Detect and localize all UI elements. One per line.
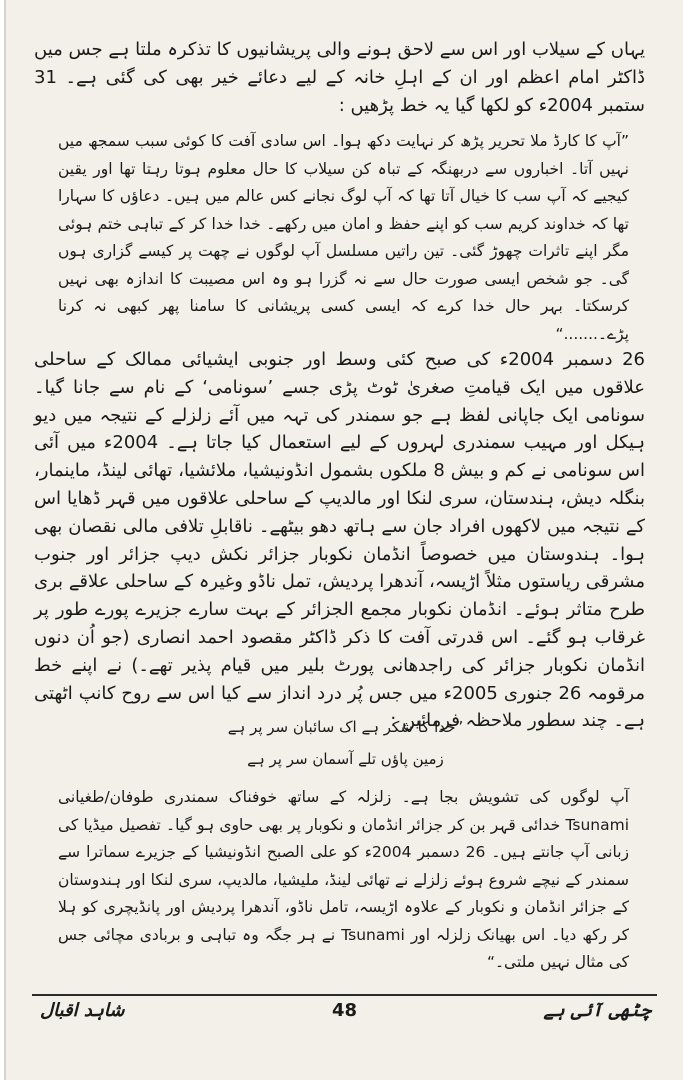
footer-author: شاہد اقبال [40,1000,125,1021]
footer-rule [32,994,657,996]
intro-paragraph: یہاں کے سیلاب اور اس سے لاحق ہونے والی پریشانیوں کا تذکرہ ملتا ہے جس میں ڈاکٹر امام اعظم اور ان کے اہلِ خانہ کے لیے دعائے خیر بھی کی گئی ہے۔ 31 ستمبر 2004ء کو لکھا گیا یہ خط پڑھیں : [34,39,645,116]
page-footer [32,1000,657,1034]
page-number: 48 [331,1000,358,1021]
main-paragraph: 26 دسمبر 2004ء کی صبح کئی وسط اور جنوبی ایشیائی ممالک کے ساحلی علاقوں میں ایک قیامتِ صغریٰ ٹوٹ پڑی جسے ’سونامی‘ کے نام سے جانا گیا۔ سونامی ایک جاپانی لفظ ہے جو سمندر کی تہہ میں آئے زلزلے کے نتیجہ میں دیو ہیکل اور مہیب سمندری لہروں کے لیے استعمال کیا جاتا ہے۔ 2004ء میں آئی اس سونامی نے کم و بیش 8 ملکوں بشمول انڈونیشیا، ملائشیا، تھائی لینڈ، ماینمار، بنگلہ دیش، ہندستان، سری لنکا اور مالدیپ کے ساحلی علاقوں میں قہر ڈھایا اس کے نتیجہ میں لاکھوں افراد جان سے ہاتھ دھو بیٹھے۔ ناقابلِ تلافی مالی نقصان بھی ہوا۔ ہندوستان میں خصوصاً انڈمان نکوبار جزائر نکش دیپ جزائر اور جنوب مشرقی ریاستوں مثلاً اڑیسہ، آندھرا پردیش، تمل ناڈو وغیرہ کے ساحلی علاقے بری طرح متاثر ہوئے۔ انڈمان نکوبار مجمع الجزائر کے بہت سارے جزیرے پورے طور پر غرقاب ہو گئے۔ اس قدرتی آفت کا ذکر ڈاکٹر مقصود احمد انصاری (جو اُن دنوں انڈمان نکوبار جزائر کی راجدھانی پورٹ بلیر میں قیام پذیر تھے۔) نے اپنے خط مرقومہ 26 جنوری 2005ء میں جس پُر درد انداز سے کیا اس سے روح کانپ اٹھتی ہے۔ چند سطور ملاحظہ فرمائیں : [34,349,646,732]
footer-book-title: چٹھی آئی ہے [543,1000,651,1021]
quoted-letter-2: آپ لوگوں کی تشویش بجا ہے۔ زلزلہ کے ساتھ خوفناک سمندری طوفان/طغیانی Tsunami خدائی قہر بن کر جزائر انڈمان و نکوبار پر بھی حاوی ہو گیا۔ تفصیل میڈیا کی زبانی آپ جانتے ہیں۔ 26 دسمبر 2004ء کو علی الصبح انڈونیشیا کے جزیرے سماترا سے سمندر کے نیچے شروع ہوئے زلزلے نے تھائی لینڈ، ملیشیا، مالدیپ، سری لنکا اور ہندوستان کے جزائر انڈمان و نکوبار کے علاوہ اڑیسہ، تامل ناڈو، آندھرا پردیش اور پانڈیچری کو ہلا کر رکھ دیا۔ اس بھیانک زلزلہ اور Tsunami نے ہر جگہ وہ تباہی و بربادی مچائی جس کی مثال نہیں ملتی۔“ [58,788,629,971]
verse-line-1: ”خدا کا شکر ہے اک سائبان سر پر ہے [227,718,464,736]
verse-line-2: زمین پاؤں تلے آسمان سر پر ہے [247,750,444,768]
quoted-letter-1: ”آپ کا کارڈ ملا تحریر پڑھ کر نہایت دکھ ہوا۔ اس سادی آفت کا کوئی سبب سمجھ میں نہیں آتا۔ اخباروں سے دربھنگہ کے تباہ کن سیلاب کا حال معلوم ہوتا رہتا تھا اور یقین کیجیے کہ آپ سب کا خیال آتا تھا کہ آپ لوگ نجانے کس عالم میں ہیں۔ دعاؤں کا سہارا تھا کہ خداوند کریم سب کو اپنے حفظ و امان میں رکھے۔ خدا خدا کر کے تباہی ختم ہوئی مگر اپنے تاثرات چھوڑ گئی۔ تین راتیں مسلسل آپ لوگوں نے چھت پر کیسے گزاری ہوں گی۔ جو شخص ایسی صورت حال سے نہ گزرا ہو وہ اس مصیبت کا اندازہ بھی نہیں کرسکتا۔ بہر حال خدا کرے کہ ایسی کسی پریشانی کا سامنا پھر کبھی نہ کرنا پڑے۔.......“ [58,132,629,343]
book-page [4,0,683,1080]
